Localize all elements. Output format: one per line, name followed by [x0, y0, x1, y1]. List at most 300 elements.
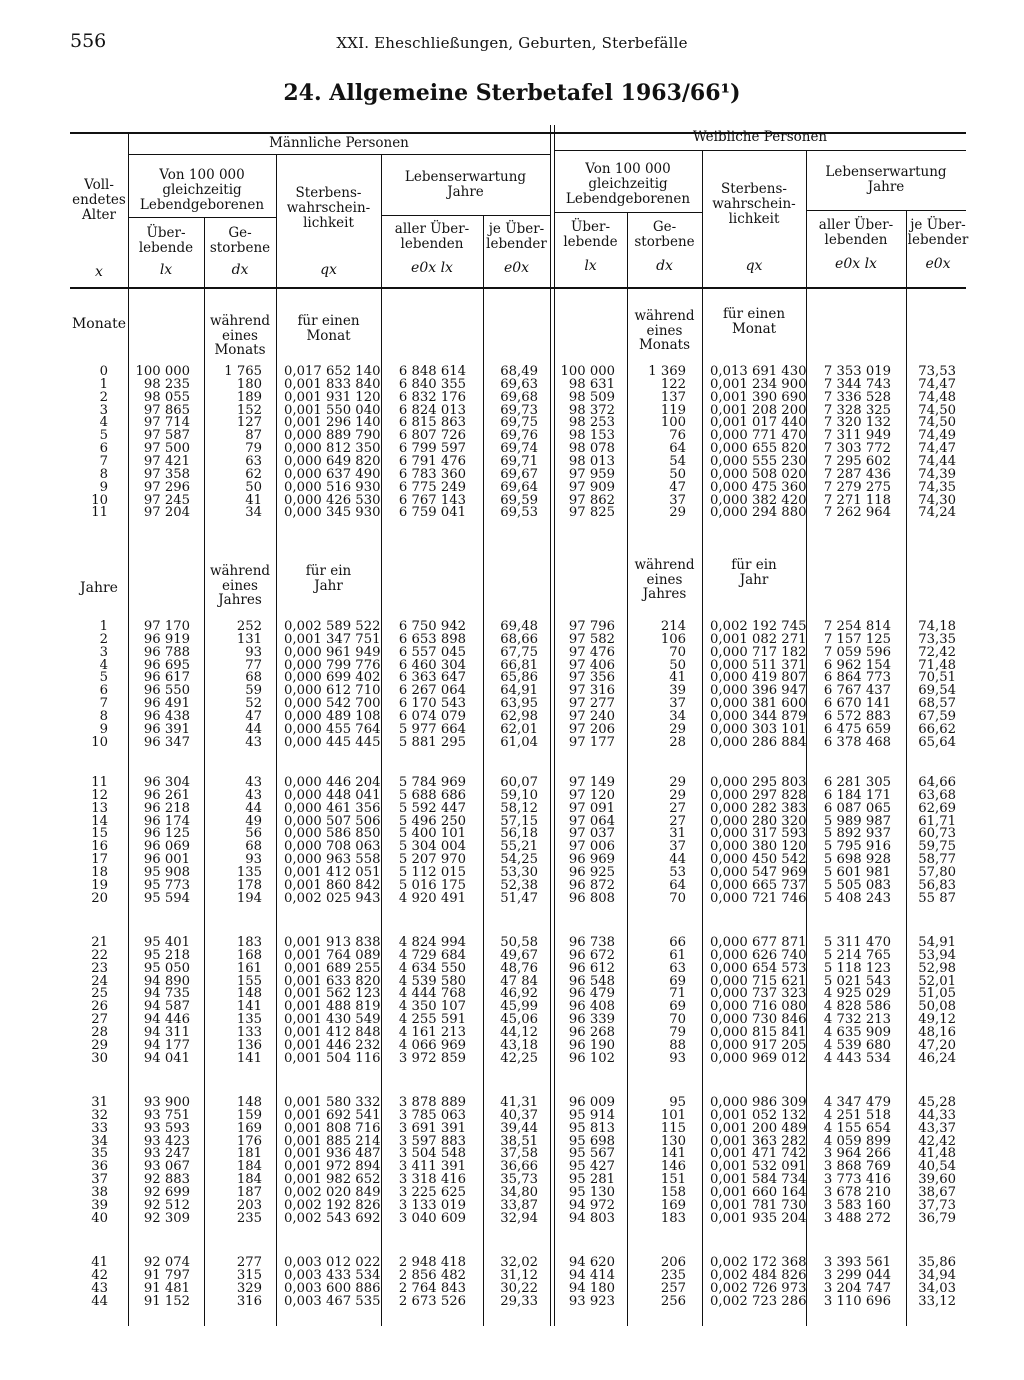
- cell-female-deceased: 235: [660, 1267, 686, 1283]
- cell-age: 31: [91, 1095, 108, 1110]
- cell-male-survivors: 96 304: [143, 775, 190, 790]
- cell-male-expectancy-all: 4 161 213: [398, 1024, 466, 1040]
- header-rule-male-expect: [381, 215, 550, 216]
- table-row: [0, 1052, 1024, 1065]
- cell-female-expectancy: 54,91: [918, 935, 956, 950]
- cell-male-expectancy: 59,10: [500, 787, 538, 803]
- cell-female-expectancy-all: 3 488 272: [823, 1210, 891, 1226]
- sym-q-female: qx: [745, 258, 763, 274]
- cell-age: 42: [91, 1267, 108, 1283]
- cell-female-expectancy: 72,42: [918, 644, 956, 660]
- cell-female-deceased: 151: [660, 1172, 686, 1188]
- cell-male-expectancy: 51,47: [500, 890, 538, 906]
- cell-male-probability: 0,000 489 108: [284, 708, 381, 724]
- header-female-probability: Sterbens- wahrschein- lichkeit: [712, 181, 796, 227]
- cell-male-expectancy-all: 6 791 476: [398, 453, 466, 469]
- cell-male-deceased: 127: [236, 415, 262, 431]
- cell-female-deceased: 122: [660, 376, 686, 392]
- cell-female-expectancy: 74,48: [918, 389, 956, 405]
- cell-male-expectancy-all: 3 878 889: [398, 1095, 466, 1110]
- cell-male-expectancy-all: 4 729 684: [398, 947, 466, 963]
- cell-male-survivors: 94 735: [143, 986, 190, 1002]
- cell-female-survivors: 97 356: [568, 670, 615, 686]
- cell-male-expectancy-all: 3 225 625: [398, 1184, 466, 1200]
- cell-female-deceased: 206: [660, 1255, 686, 1270]
- cell-male-expectancy-all: 2 948 418: [398, 1255, 466, 1270]
- cell-male-expectancy-all: 4 066 969: [398, 1037, 466, 1053]
- cell-age: 4: [99, 657, 108, 673]
- cell-female-probability: 0,000 655 820: [710, 441, 807, 457]
- cell-male-survivors: 96 069: [143, 839, 190, 855]
- cell-age: 32: [91, 1107, 108, 1123]
- cell-female-deceased: 27: [669, 800, 686, 816]
- cell-female-expectancy: 73,53: [918, 364, 956, 379]
- cell-male-deceased: 62: [245, 466, 262, 482]
- cell-female-expectancy: 38,67: [918, 1184, 956, 1200]
- cell-age: 6: [99, 441, 108, 457]
- cell-female-expectancy-all: 5 892 937: [823, 826, 891, 842]
- cell-female-survivors: 96 190: [568, 1037, 615, 1053]
- table-row: [0, 1295, 1024, 1308]
- cell-female-expectancy-all: 5 989 987: [823, 813, 891, 829]
- cell-female-expectancy: 42,42: [918, 1133, 956, 1149]
- cell-age: 20: [91, 890, 108, 906]
- cell-female-survivors: 96 102: [568, 1050, 615, 1066]
- cell-male-deceased: 141: [236, 1050, 262, 1066]
- cell-female-deceased: 141: [660, 1146, 686, 1162]
- cell-male-survivors: 97 358: [143, 466, 190, 482]
- cell-male-expectancy-all: 6 783 360: [398, 466, 466, 482]
- cell-male-expectancy: 69,48: [500, 619, 538, 634]
- cell-male-expectancy: 60,07: [500, 775, 538, 790]
- cell-male-expectancy-all: 5 496 250: [398, 813, 466, 829]
- cell-male-expectancy: 66,81: [500, 657, 538, 673]
- cell-female-survivors: 97 177: [568, 734, 615, 750]
- cell-female-survivors: 98 509: [568, 389, 615, 405]
- cell-male-expectancy: 38,51: [500, 1133, 538, 1149]
- cell-female-probability: 0,001 017 440: [710, 415, 807, 431]
- cell-male-expectancy: 67,75: [500, 644, 538, 660]
- cell-male-probability: 0,000 455 764: [284, 721, 381, 737]
- table-row: [0, 892, 1024, 905]
- cell-male-expectancy: 32,02: [500, 1255, 538, 1270]
- cell-female-survivors: 97 959: [568, 466, 615, 482]
- cell-male-expectancy-all: 4 634 550: [398, 960, 466, 976]
- cell-male-deceased: 68: [245, 670, 262, 686]
- cell-female-deceased: 119: [660, 402, 686, 418]
- cell-female-expectancy-all: 7 271 118: [823, 492, 891, 508]
- cell-male-probability: 0,000 586 850: [284, 826, 381, 842]
- cell-female-survivors: 98 153: [568, 428, 615, 444]
- cell-female-expectancy-all: 5 118 123: [823, 960, 891, 976]
- cell-female-probability: 0,000 297 828: [710, 787, 807, 803]
- cell-male-expectancy: 69,63: [500, 376, 538, 392]
- cell-male-probability: 0,002 025 943: [284, 890, 381, 906]
- cell-male-expectancy: 64,91: [500, 683, 538, 699]
- cell-female-deceased: 44: [669, 852, 686, 868]
- cell-age: 21: [91, 935, 108, 950]
- cell-female-probability: 0,001 363 282: [710, 1133, 807, 1149]
- cell-male-expectancy: 42,25: [500, 1050, 538, 1066]
- cell-age: 34: [91, 1133, 108, 1149]
- cell-age: 41: [91, 1255, 108, 1270]
- header-male-per-survivor: je Über- lebender: [486, 221, 547, 252]
- header-female-per-survivor: je Über- lebender: [907, 217, 969, 248]
- cell-male-deceased: 56: [245, 826, 262, 842]
- cell-male-expectancy-all: 3 597 883: [398, 1133, 466, 1149]
- cell-female-survivors: 96 479: [568, 986, 615, 1002]
- table-row: [0, 506, 1024, 519]
- note-female-during-month: während eines Monats: [634, 308, 695, 353]
- cell-age: 13: [91, 800, 108, 816]
- cell-female-expectancy-all: 3 204 747: [823, 1280, 891, 1296]
- cell-female-expectancy-all: 6 767 437: [823, 683, 891, 699]
- cell-male-probability: 0,003 467 535: [284, 1293, 381, 1309]
- cell-female-expectancy: 62,69: [918, 800, 956, 816]
- cell-male-probability: 0,000 637 490: [284, 466, 381, 482]
- cell-female-expectancy: 51,05: [918, 986, 956, 1002]
- cell-male-expectancy-all: 5 112 015: [398, 864, 466, 880]
- cell-male-deceased: 93: [245, 852, 262, 868]
- cell-male-expectancy: 45,99: [500, 999, 538, 1015]
- cell-male-expectancy-all: 2 673 526: [398, 1293, 466, 1309]
- cell-female-probability: 0,000 555 230: [710, 453, 807, 469]
- cell-male-deceased: 235: [236, 1210, 262, 1226]
- cell-male-probability: 0,001 412 051: [284, 864, 381, 880]
- cell-female-probability: 0,001 200 489: [710, 1120, 807, 1136]
- note-female-during-year: während eines Jahres: [634, 557, 695, 602]
- cell-female-expectancy: 34,03: [918, 1280, 956, 1296]
- cell-male-expectancy: 65,86: [500, 670, 538, 686]
- table-title: 24. Allgemeine Sterbetafel 1963/66¹): [283, 80, 741, 106]
- cell-female-survivors: 97 206: [568, 721, 615, 737]
- cell-female-probability: 0,000 475 360: [710, 479, 807, 495]
- cell-male-deceased: 181: [236, 1146, 262, 1162]
- cell-female-expectancy-all: 6 378 468: [823, 734, 891, 750]
- cell-female-expectancy: 46,24: [918, 1050, 956, 1066]
- cell-female-expectancy: 68,57: [918, 696, 956, 712]
- cell-female-survivors: 97 796: [568, 619, 615, 634]
- cell-female-expectancy: 39,60: [918, 1172, 956, 1188]
- cell-male-expectancy: 43,18: [500, 1037, 538, 1053]
- cell-male-expectancy: 69,59: [500, 492, 538, 508]
- cell-male-expectancy: 69,71: [500, 453, 538, 469]
- cell-male-expectancy-all: 4 444 768: [398, 986, 466, 1002]
- cell-female-expectancy-all: 7 279 275: [823, 479, 891, 495]
- cell-female-survivors: 98 078: [568, 441, 615, 457]
- header-male: Männliche Personen: [269, 135, 409, 151]
- cell-female-deceased: 69: [669, 973, 686, 989]
- cell-female-expectancy: 41,48: [918, 1146, 956, 1162]
- cell-male-expectancy-all: 6 074 079: [398, 708, 466, 724]
- cell-male-survivors: 94 177: [143, 1037, 190, 1053]
- cell-female-deceased: 257: [660, 1280, 686, 1296]
- note-male-for-month: für einen Monat: [297, 313, 360, 344]
- cell-male-expectancy: 69,67: [500, 466, 538, 482]
- cell-female-expectancy: 74,18: [918, 619, 956, 634]
- cell-male-survivors: 94 587: [143, 999, 190, 1015]
- note-female-for-year: für ein Jahr: [731, 557, 777, 588]
- cell-male-survivors: 96 695: [143, 657, 190, 673]
- cell-female-expectancy-all: 4 635 909: [823, 1024, 891, 1040]
- cell-male-expectancy: 37,58: [500, 1146, 538, 1162]
- cell-female-probability: 0,000 344 879: [710, 708, 807, 724]
- cell-male-deceased: 59: [245, 683, 262, 699]
- header-male-all-survivors: aller Über- lebenden: [394, 221, 470, 252]
- cell-female-expectancy: 36,79: [918, 1210, 956, 1226]
- cell-female-deceased: 37: [669, 492, 686, 508]
- cell-female-survivors: 97 120: [568, 787, 615, 803]
- cell-male-probability: 0,001 580 332: [284, 1095, 381, 1110]
- cell-male-deceased: 34: [245, 505, 262, 521]
- cell-female-expectancy: 56,83: [918, 877, 956, 893]
- sym-x: x: [95, 264, 103, 280]
- cell-female-probability: 0,001 584 734: [710, 1172, 807, 1188]
- cell-female-probability: 0,000 382 420: [710, 492, 807, 508]
- cell-male-deceased: 316: [236, 1293, 262, 1309]
- cell-male-survivors: 92 309: [143, 1210, 190, 1226]
- cell-female-probability: 0,000 715 621: [710, 973, 807, 989]
- cell-male-expectancy: 39,44: [500, 1120, 538, 1136]
- cell-male-expectancy-all: 2 764 843: [398, 1280, 466, 1296]
- cell-male-probability: 0,017 652 140: [284, 364, 381, 379]
- cell-male-survivors: 91 152: [143, 1293, 190, 1309]
- cell-female-expectancy: 74,47: [918, 376, 956, 392]
- cell-male-expectancy-all: 6 807 726: [398, 428, 466, 444]
- cell-female-expectancy-all: 3 299 044: [823, 1267, 891, 1283]
- header-rule-female-expect: [806, 210, 966, 211]
- cell-female-survivors: 97 149: [568, 775, 615, 790]
- cell-male-expectancy: 56,18: [500, 826, 538, 842]
- cell-age: 5: [99, 428, 108, 444]
- note-male-for-year: für ein Jahr: [305, 563, 352, 594]
- cell-male-expectancy: 68,66: [500, 631, 538, 647]
- cell-female-expectancy: 74,39: [918, 466, 956, 482]
- cell-male-expectancy: 52,38: [500, 877, 538, 893]
- cell-female-expectancy: 70,51: [918, 670, 956, 686]
- cell-male-deceased: 187: [236, 1184, 262, 1200]
- cell-age: 39: [91, 1197, 108, 1213]
- cell-female-expectancy-all: 6 087 065: [823, 800, 891, 816]
- cell-female-probability: 0,002 192 745: [710, 619, 807, 634]
- cell-female-expectancy-all: 7 254 814: [823, 619, 891, 634]
- cell-male-expectancy: 57,15: [500, 813, 538, 829]
- cell-male-deceased: 41: [245, 492, 262, 508]
- cell-male-survivors: 95 594: [143, 890, 190, 906]
- cell-female-deceased: 41: [669, 670, 686, 686]
- cell-male-deceased: 203: [236, 1197, 262, 1213]
- cell-male-survivors: 97 170: [143, 619, 190, 634]
- cell-male-expectancy-all: 5 784 969: [398, 775, 466, 790]
- cell-male-expectancy: 54,25: [500, 852, 538, 868]
- cell-male-expectancy: 29,33: [500, 1293, 538, 1309]
- cell-female-survivors: 95 914: [568, 1107, 615, 1123]
- cell-female-expectancy-all: 4 539 680: [823, 1037, 891, 1053]
- cell-male-survivors: 93 247: [143, 1146, 190, 1162]
- cell-age: 1: [99, 619, 108, 634]
- cell-male-survivors: 93 751: [143, 1107, 190, 1123]
- cell-male-survivors: 96 001: [143, 852, 190, 868]
- cell-female-survivors: 96 672: [568, 947, 615, 963]
- cell-female-survivors: 96 548: [568, 973, 615, 989]
- cell-female-expectancy-all: 4 828 586: [823, 999, 891, 1015]
- cell-male-survivors: 93 067: [143, 1159, 190, 1175]
- cell-female-survivors: 94 620: [568, 1255, 615, 1270]
- cell-female-probability: 0,000 665 737: [710, 877, 807, 893]
- cell-male-deceased: 133: [236, 1024, 262, 1040]
- cell-female-deceased: 29: [669, 787, 686, 803]
- cell-age: 9: [99, 479, 108, 495]
- cell-female-survivors: 96 872: [568, 877, 615, 893]
- cell-age: 29: [91, 1037, 108, 1053]
- table-row: [0, 1212, 1024, 1225]
- cell-male-deceased: 50: [245, 479, 262, 495]
- cell-male-expectancy: 30,22: [500, 1280, 538, 1296]
- cell-age: 0: [99, 364, 108, 379]
- sym-q-male: qx: [320, 262, 337, 278]
- cell-female-expectancy: 37,73: [918, 1197, 956, 1213]
- note-male-during-month: während eines Monats: [209, 313, 271, 358]
- cell-female-deceased: 64: [669, 877, 686, 893]
- cell-male-probability: 0,003 012 022: [284, 1255, 381, 1270]
- cell-male-expectancy: 62,01: [500, 721, 538, 737]
- cell-female-expectancy: 66,62: [918, 721, 956, 737]
- cell-female-survivors: 97 909: [568, 479, 615, 495]
- cell-age: 1: [99, 376, 108, 392]
- cell-female-deceased: 39: [669, 683, 686, 699]
- cell-female-expectancy: 64,66: [918, 775, 956, 790]
- cell-female-probability: 0,000 508 020: [710, 466, 807, 482]
- cell-male-expectancy: 63,95: [500, 696, 538, 712]
- cell-male-deceased: 169: [236, 1120, 262, 1136]
- cell-female-expectancy: 65,64: [918, 734, 956, 750]
- cell-male-survivors: 97 204: [143, 505, 190, 521]
- cell-female-probability: 0,000 295 803: [710, 775, 807, 790]
- cell-female-probability: 0,001 234 900: [710, 376, 807, 392]
- cell-female-probability: 0,000 986 309: [710, 1095, 807, 1110]
- cell-age: 7: [99, 453, 108, 469]
- cell-female-survivors: 94 972: [568, 1197, 615, 1213]
- cell-male-expectancy-all: 6 775 249: [398, 479, 466, 495]
- header-male-expectancy: Lebenserwartung Jahre: [404, 169, 527, 200]
- cell-female-deceased: 158: [660, 1184, 686, 1200]
- cell-female-survivors: 95 130: [568, 1184, 615, 1200]
- cell-female-probability: 0,000 771 470: [710, 428, 807, 444]
- cell-female-expectancy: 74,35: [918, 479, 956, 495]
- header-rule-male-cohort: [128, 217, 276, 218]
- cell-age: 19: [91, 877, 108, 893]
- cell-female-expectancy: 35,86: [918, 1255, 956, 1270]
- cell-male-survivors: 97 865: [143, 402, 190, 418]
- header-male-probability: Sterbens- wahrschein- lichkeit: [286, 185, 371, 231]
- cell-male-deceased: 183: [236, 935, 262, 950]
- cell-female-probability: 0,000 626 740: [710, 947, 807, 963]
- cell-female-expectancy-all: 4 251 518: [823, 1107, 891, 1123]
- cell-female-expectancy: 63,68: [918, 787, 956, 803]
- cell-age: 8: [99, 466, 108, 482]
- cell-female-probability: 0,013 691 430: [710, 364, 807, 379]
- cell-male-probability: 0,000 345 930: [284, 505, 381, 521]
- cell-age: 36: [91, 1159, 108, 1175]
- cell-male-probability: 0,002 020 849: [284, 1184, 381, 1200]
- cell-female-deceased: 34: [669, 708, 686, 724]
- cell-female-probability: 0,001 471 742: [710, 1146, 807, 1162]
- cell-female-deceased: 71: [669, 986, 686, 1002]
- cell-male-expectancy-all: 3 691 391: [398, 1120, 466, 1136]
- cell-male-expectancy-all: 6 799 597: [398, 441, 466, 457]
- cell-male-deceased: 44: [245, 800, 262, 816]
- cell-male-expectancy-all: 6 759 041: [398, 505, 466, 521]
- section-years-label: Jahre: [80, 580, 118, 596]
- cell-male-probability: 0,001 550 040: [284, 402, 381, 418]
- cell-female-deceased: 64: [669, 441, 686, 457]
- table-row: [0, 646, 1024, 659]
- cell-female-expectancy: 74,44: [918, 453, 956, 469]
- cell-female-deceased: 63: [669, 960, 686, 976]
- cell-age: 22: [91, 947, 108, 963]
- cell-female-survivors: 97 091: [568, 800, 615, 816]
- cell-age: 23: [91, 960, 108, 976]
- cell-female-survivors: 96 969: [568, 852, 615, 868]
- header-rule-female: [554, 150, 966, 151]
- cell-age: 40: [91, 1210, 108, 1226]
- cell-male-deceased: 47: [245, 708, 262, 724]
- cell-female-deceased: 27: [669, 813, 686, 829]
- cell-female-expectancy-all: 6 184 171: [823, 787, 891, 803]
- cell-female-expectancy-all: 5 021 543: [823, 973, 891, 989]
- cell-female-expectancy-all: 7 353 019: [823, 364, 891, 379]
- cell-female-expectancy-all: 6 962 154: [823, 657, 891, 673]
- cell-female-expectancy: 49,12: [918, 1012, 956, 1028]
- cell-age: 5: [99, 670, 108, 686]
- cell-male-survivors: 96 125: [143, 826, 190, 842]
- cell-male-expectancy: 35,73: [500, 1172, 538, 1188]
- cell-male-survivors: 97 421: [143, 453, 190, 469]
- cell-male-deceased: 180: [236, 376, 262, 392]
- cell-female-deceased: 101: [660, 1107, 686, 1123]
- cell-male-survivors: 94 890: [143, 973, 190, 989]
- cell-female-survivors: 96 808: [568, 890, 615, 906]
- cell-female-expectancy-all: 5 698 928: [823, 852, 891, 868]
- header-female-all-survivors: aller Über- lebenden: [818, 217, 894, 248]
- cell-age: 28: [91, 1024, 108, 1040]
- cell-male-deceased: 44: [245, 721, 262, 737]
- cell-male-deceased: 161: [236, 960, 262, 976]
- cell-male-probability: 0,001 885 214: [284, 1133, 381, 1149]
- cell-male-survivors: 100 000: [135, 364, 190, 379]
- cell-female-probability: 0,001 532 091: [710, 1159, 807, 1175]
- cell-male-deceased: 176: [236, 1133, 262, 1149]
- cell-female-probability: 0,001 660 164: [710, 1184, 807, 1200]
- cell-male-expectancy-all: 5 688 686: [398, 787, 466, 803]
- cell-male-expectancy-all: 6 460 304: [398, 657, 466, 673]
- cell-female-expectancy: 67,59: [918, 708, 956, 724]
- cell-female-expectancy-all: 5 214 765: [823, 947, 891, 963]
- cell-male-expectancy: 68,49: [500, 364, 538, 379]
- page-number: 556: [70, 30, 107, 52]
- cell-male-expectancy-all: 6 848 614: [398, 364, 466, 379]
- cell-female-probability: 0,001 390 690: [710, 389, 807, 405]
- cell-male-probability: 0,001 913 838: [284, 935, 381, 950]
- cell-female-expectancy-all: 7 262 964: [823, 505, 891, 521]
- cell-female-expectancy: 73,35: [918, 631, 956, 647]
- cell-male-survivors: 96 218: [143, 800, 190, 816]
- cell-female-expectancy: 58,77: [918, 852, 956, 868]
- cell-male-deceased: 184: [236, 1172, 262, 1188]
- header-male-cohort: Von 100 000 gleichzeitig Lebendgeborenen: [139, 167, 265, 213]
- cell-female-deceased: 69: [669, 999, 686, 1015]
- cell-female-deceased: 100: [660, 415, 686, 431]
